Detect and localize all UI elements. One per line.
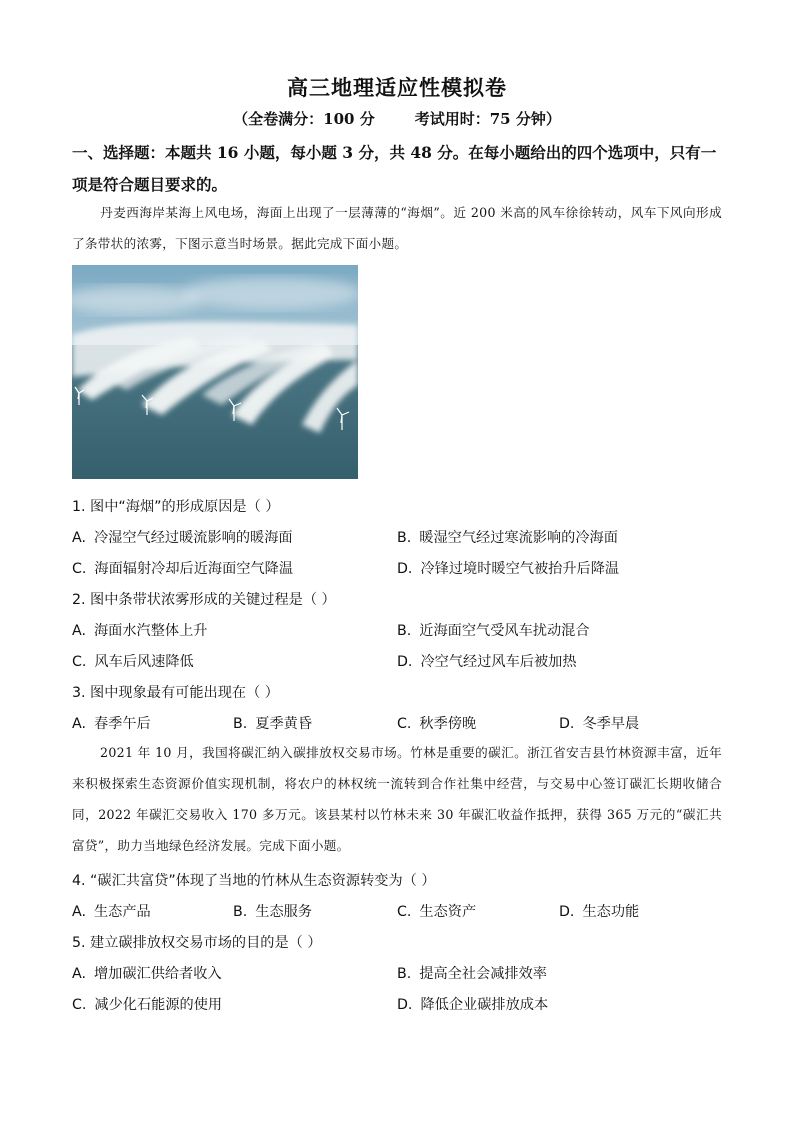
q4-option-d[interactable]: D. 生态功能 [559,904,640,920]
q2-option-b[interactable]: B. 近海面空气受风车扰动混合 [397,623,590,639]
offshore-wind-farm-fog-photo [72,265,358,479]
passage-2-text: 2021 年 10 月，我国将碳汇纳入碳排放权交易市场。竹林是重要的碳汇。浙江省安吉县竹林资源丰富，近年来积极探索生态资源价值实现机制，将农户的林权统一流转到合作社集中经营，与交易中心签订碳汇长期收储合同，2022 年碳汇交易收入 170 多万元。该县某村以竹林未来 30 年碳汇收益作抵押，获得 365 万元的“碳汇共富贷”，助力当地绿色经济发展。完成下面小题。 [72,745,722,853]
q3-option-b[interactable]: B. 夏季黄昏 [233,716,313,732]
section-heading-line1: 一、选择题：本题共 16 小题，每小题 3 分，共 48 分。在每小题给出的四个选项中，只有一 [72,143,717,162]
question-5-stem: 5. 建立碳排放权交易市场的目的是（ ） [72,935,322,951]
q1-option-c[interactable]: C. 海面辐射冷却后近海面空气降温 [72,561,294,577]
question-4-stem: 4. “碳汇共富贷”体现了当地的竹林从生态资源转变为（ ） [72,873,436,889]
section-heading-line2: 项是符合题目要求的。 [72,175,228,194]
q1-option-d[interactable]: D. 冷锋过境时暖空气被抬升后降温 [397,561,620,577]
q5-option-a[interactable]: A. 增加碳汇供给者收入 [72,966,222,982]
q5-option-d[interactable]: D. 降低企业碳排放成本 [397,997,549,1013]
q4-option-b[interactable]: B. 生态服务 [233,904,313,920]
q2-option-a[interactable]: A. 海面水汽整体上升 [72,623,208,639]
exam-info [0,108,794,129]
full-score: （全卷满分：100 分 [233,110,375,128]
q1-option-a[interactable]: A. 冷湿空气经过暖流影响的暖海面 [72,530,293,546]
q3-option-c[interactable]: C. 秋季傍晚 [397,716,477,732]
q5-option-b[interactable]: B. 提高全社会减排效率 [397,966,547,982]
page-title: 高三地理适应性模拟卷 [287,75,507,100]
q3-option-d[interactable]: D. 冬季早晨 [559,716,640,732]
question-3-stem: 3. 图中现象最有可能出现在（ ） [72,685,279,701]
q4-option-a[interactable]: A. 生态产品 [72,904,151,920]
question-2-stem: 2. 图中条带状浓雾形成的关键过程是（ ） [72,592,336,608]
q2-option-c[interactable]: C. 风车后风速降低 [72,654,194,670]
passage-1 [72,197,722,259]
question-1-stem: 1. 图中“海烟”的形成原因是（ ） [72,499,280,515]
q4-option-c[interactable]: C. 生态资产 [397,904,477,920]
passage-1-text: 丹麦西海岸某海上风电场，海面上出现了一层薄薄的“海烟”。近 200 米高的风车徐徐转动，风车下风向形成了条带状的浓雾，下图示意当时场景。据此完成下面小题。 [72,205,722,251]
q1-option-b[interactable]: B. 暖湿空气经过寒流影响的冷海面 [397,530,618,546]
exam-time: 考试用时：75 分钟） [414,110,561,128]
q2-option-d[interactable]: D. 冷空气经过风车后被加热 [397,654,577,670]
q5-option-c[interactable]: C. 减少化石能源的使用 [72,997,223,1013]
passage-2 [72,737,722,861]
q3-option-a[interactable]: A. 春季午后 [72,716,151,732]
